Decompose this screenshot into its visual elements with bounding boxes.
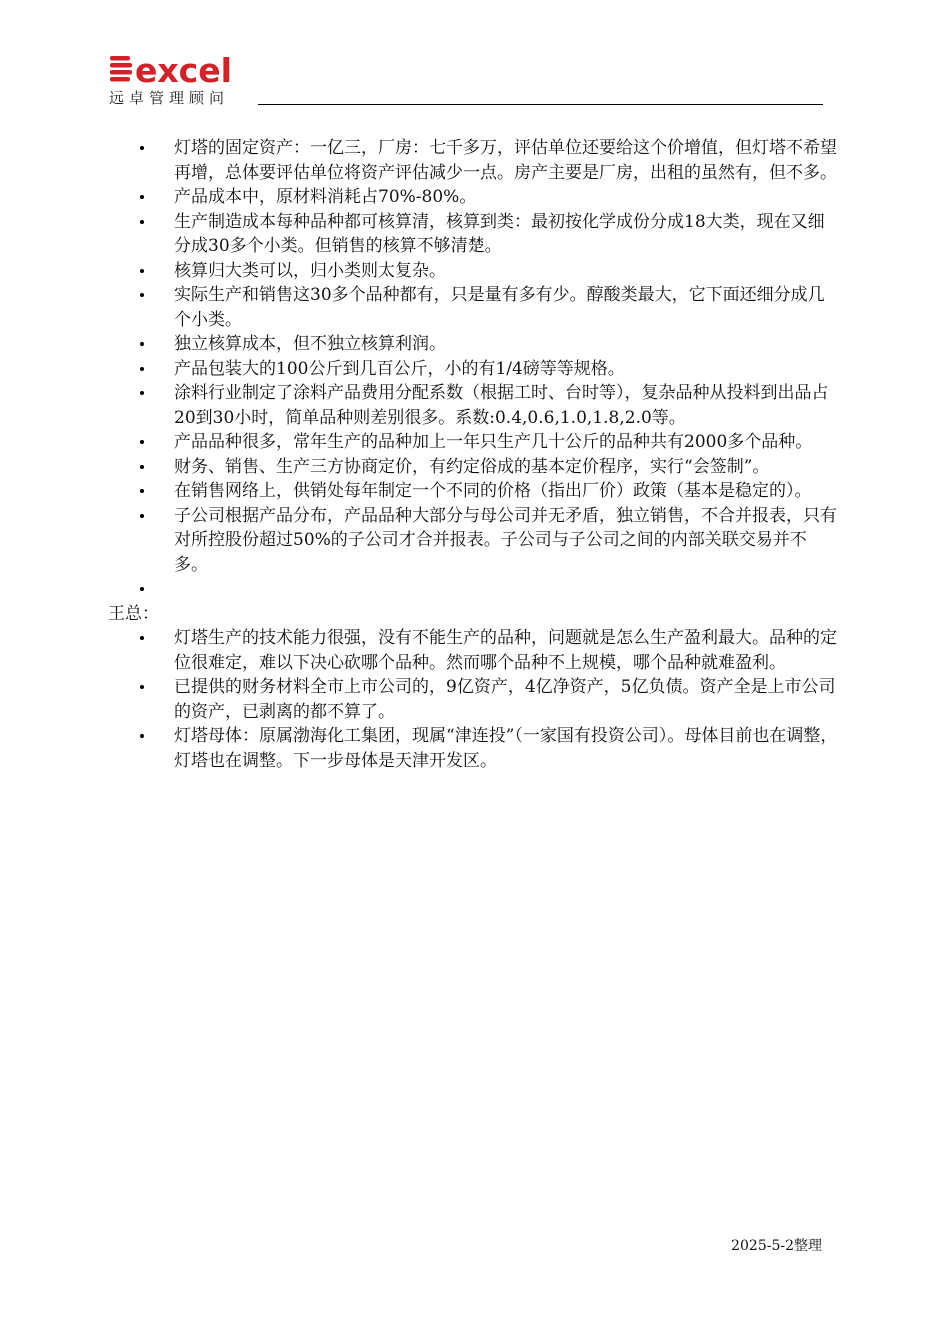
bullet-icon xyxy=(140,465,144,469)
list-item xyxy=(108,724,838,773)
bullet-icon xyxy=(140,514,144,518)
list-item-text: 产品品种很多，常年生产的品种加上一年只生产几十公斤的品种共有2000多个品种。 xyxy=(174,432,813,452)
list-item xyxy=(108,185,838,210)
document-body xyxy=(108,136,838,773)
list-item-text: 灯塔生产的技术能力很强，没有不能生产的品种，问题就是怎么生产盈利最大。品种的定位很难定，难以下决心砍哪个品种。然而哪个品种不上规模，哪个品种就难盈利。 xyxy=(174,628,837,673)
logo-wordmark: excel xyxy=(135,52,232,86)
bullet-icon xyxy=(140,342,144,346)
list-item xyxy=(108,430,838,455)
bullet-icon xyxy=(140,146,144,150)
list-item-text: 在销售网络上，供销处每年制定一个不同的价格（指出厂价）政策（基本是稳定的）。 xyxy=(174,481,812,501)
list-item xyxy=(108,259,838,284)
list-item-text: 涂料行业制定了涂料产品费用分配系数（根据工时、台时等），复杂品种从投料到出品占20到30小时，简单品种则差别很多。系数:0.4,0.6,1.0,1.8,2.0等。 xyxy=(174,383,829,428)
bullet-icon xyxy=(140,440,144,444)
list-item-text: 产品包装大的100公斤到几百公斤，小的有1/4磅等等规格。 xyxy=(174,358,625,379)
list-item xyxy=(108,332,838,357)
list-item xyxy=(108,675,838,724)
bullet-icon xyxy=(140,391,144,395)
bullet-icon xyxy=(140,367,144,371)
bullet-icon xyxy=(140,734,144,738)
logo-subtitle: 远卓管理顾问 xyxy=(109,89,230,107)
list-item xyxy=(108,455,838,480)
header-rule xyxy=(258,104,823,105)
list-item-text: 子公司根据产品分布，产品品种大部分与母公司并无矛盾，独立销售，不合并报表，只有对所控股份超过50%的子公司才合并报表。子公司与子公司之间的内部关联交易并不多。 xyxy=(174,505,837,575)
bullet-icon xyxy=(140,293,144,297)
excel-logo xyxy=(108,52,258,86)
list-item-text: 财务、销售、生产三方协商定价，有约定俗成的基本定价程序，实行“会签制”。 xyxy=(174,456,770,477)
list-item xyxy=(108,381,838,430)
list-item xyxy=(108,577,838,602)
bullet-icon xyxy=(140,220,144,224)
list-item-text: 产品成本中，原材料消耗占70%-80%。 xyxy=(174,187,477,207)
bullet-list-2 xyxy=(108,626,838,773)
bullet-icon xyxy=(140,587,144,591)
list-item xyxy=(108,626,838,675)
list-item-text: 实际生产和销售这30多个品种都有，只是量有多有少。醇酸类最大，它下面还细分成几个小类。 xyxy=(174,285,825,330)
footer-date: 2025-5-2整理 xyxy=(731,1238,822,1254)
list-item-text: 已提供的财务材料全市上市公司的，9亿资产，4亿净资产，5亿负债。资产全是上市公司的资产，已剥离的都不算了。 xyxy=(174,677,836,722)
list-item xyxy=(108,136,838,185)
list-item xyxy=(108,479,838,504)
list-item xyxy=(108,283,838,332)
bullet-icon xyxy=(140,269,144,273)
list-item xyxy=(108,357,838,382)
bullet-icon xyxy=(140,685,144,689)
bullet-icon xyxy=(140,636,144,640)
page-header xyxy=(108,52,823,108)
bullet-icon xyxy=(140,195,144,199)
bullet-list-1 xyxy=(108,136,838,602)
list-item-text: 生产制造成本每种品种都可核算清，核算到类：最初按化学成份分成18大类，现在又细分成30多个小类。但销售的核算不够清楚。 xyxy=(174,211,825,256)
list-item-text: 核算归大类可以，归小类则太复杂。 xyxy=(174,260,446,281)
speaker-label: 王总： xyxy=(108,603,159,624)
list-item-text: 灯塔母体：原属渤海化工集团，现属“津连投”（一家国有投资公司）。母体目前也在调整，灯塔也在调整。下一步母体是天津开发区。 xyxy=(174,726,838,771)
bullet-icon xyxy=(140,489,144,493)
list-item-text: 独立核算成本，但不独立核算利润。 xyxy=(174,334,446,354)
list-item xyxy=(108,504,838,578)
list-item xyxy=(108,210,838,259)
list-item-text: 灯塔的固定资产：一亿三，厂房：七千多万，评估单位还要给这个价增值，但灯塔不希望再增，总体要评估单位将资产评估减少一点。房产主要是厂房，出租的虽然有，但不多。 xyxy=(174,138,837,183)
